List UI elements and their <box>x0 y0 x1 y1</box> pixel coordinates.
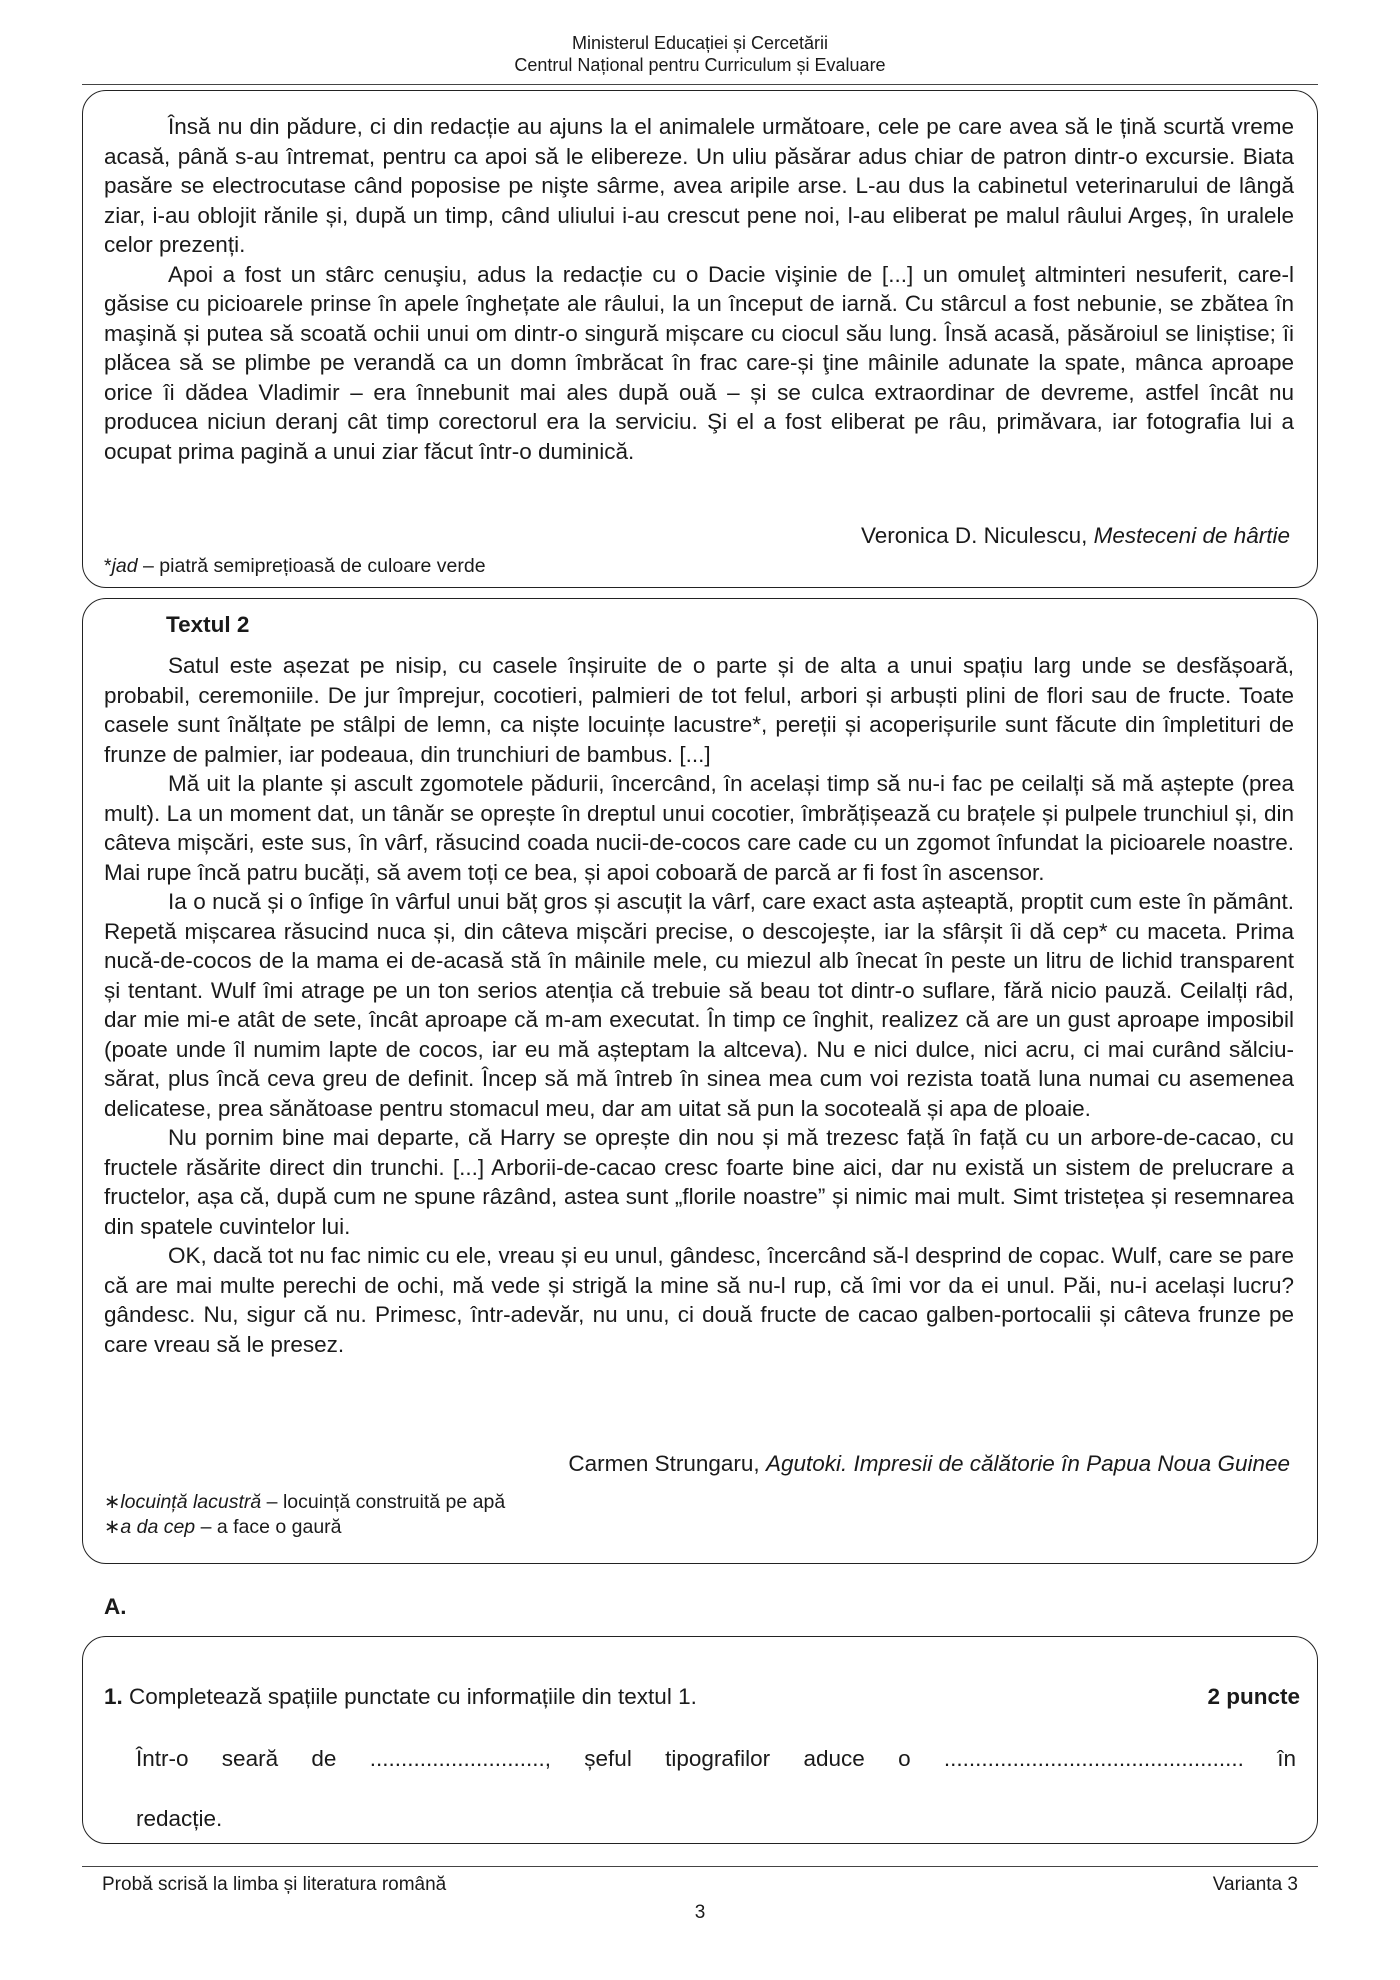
text1-footnote <box>104 554 486 579</box>
question-frame <box>82 1636 1318 1844</box>
question-number: 1. <box>104 1684 123 1709</box>
question-1 <box>104 1682 1300 1712</box>
text2-paragraph: Mă uit la plante și ascult zgomotele pădurii, încercând, în același timp să nu-i fac pe ceilalți să mă aștepte (prea mult). La un moment dat, un tânăr se oprește în dreptul unui cocotier, îmbrățișează cu brațele și pulpele trunchiul și, din câteva mișcări, este sus, în vârf, răsucind coada nucii-de-cocos care cade cu un zgomot înfundat la picioarele noastre. Mai rupe încă patru bucăți, să avem toți ce bea, și apoi coboară de parcă ar fi fost în ascensor. <box>104 771 1294 885</box>
fill-in-line[interactable]: Într-o seară de ............................, șeful tipografilor aduce o ................................................ în <box>136 1746 1296 1771</box>
question-points: 2 puncte <box>1207 1684 1300 1709</box>
text1-book-title: Mesteceni de hârtie <box>1093 523 1290 548</box>
page-number: 3 <box>694 1902 706 1923</box>
text2-title: Textul 2 <box>166 612 250 637</box>
header-divider <box>82 84 1318 85</box>
footnote-term: jad <box>111 555 138 577</box>
text2-book-title: Agutoki. Impresii de călătorie în Papua Noua Guinee <box>765 1451 1290 1476</box>
text1-paragraph: Însă nu din pădure, ci din redacție au ajuns la el animalele următoare, cele pe care avea să le țină scurtă vreme acasă, până s-au întremat, pentru ca apoi să le elibereze. Un uliu păsărar adus chiar de patron dintr-o excursie. Biata pasăre se electrocutase când poposise pe nişte sârme, avea aripile arse. L-au dus la cabinetul veterinarului de lângă ziar, i-au oblojit rănile și, după un timp, când uliului i-au crescut pene noi, l-au eliberat pe malul râului Argeș, în uralele celor prezenți. <box>104 114 1294 257</box>
footnote-term: a da cep <box>120 1516 196 1538</box>
footnote-definition: – locuință construită pe apă <box>261 1491 506 1513</box>
text2-footnote-1 <box>104 1490 505 1515</box>
page-header <box>0 32 1400 76</box>
text2-body <box>104 651 1294 1359</box>
footnote-definition: – piatră semiprețioasă de culoare verde <box>137 555 486 577</box>
footer-divider <box>82 1866 1318 1867</box>
text2-author: Carmen Strungaru, <box>568 1451 766 1476</box>
text2-paragraph: Satul este așezat pe nisip, cu casele înșiruite de o parte și de alta a unui spațiu larg unde se desfășoară, probabil, ceremoniile. De jur împrejur, cocotieri, palmieri de tot felul, arbori și arbuști plini de flori sau de fructe. Toate casele sunt înălțate pe stâlpi de lemn, ca niște locuințe lacustre*, pereții și acoperișurile sunt făcute din împletituri de frunze de palmier, iar podeaua, din trunchiuri de bambus. [...] <box>104 653 1294 767</box>
text2-paragraph: Nu pornim bine mai departe, că Harry se oprește din nou și mă trezesc față în față cu un arbore-de-cacao, cu fructele răsărite direct din trunchi. [...] Arborii-de-cacao cresc foarte bine aici, dar nu există un sistem de prelucrare a fructelor, așa că, după cum ne spune râzând, astea sunt „florile noastre” și nimic mai mult. Simt tristețea și resemnarea din spatele cuvintelor lui. <box>104 1125 1294 1239</box>
text2-footnote-2 <box>104 1515 342 1540</box>
footnote-definition: – a face o gaură <box>195 1516 342 1538</box>
center-name: Centrul Național pentru Curriculum și Evaluare <box>514 55 886 75</box>
text2-paragraph: OK, dacă tot nu fac nimic cu ele, vreau și eu unul, gândesc, încercând să-l desprind de copac. Wulf, care se pare că are mai multe perechi de ochi, mă vede și strigă la mine să nu-l rup, că îmi vor da ei unul. Păi, nu-i același lucru? gândesc. Nu, sigur că nu. Primesc, într-adevăr, nu unu, ci două fructe de cacao galben-portocalii și câteva frunze pe care vreau să le presez. <box>104 1243 1294 1357</box>
exam-name: Probă scrisă la limba și literatura română <box>102 1874 447 1895</box>
ministry-name: Ministerul Educației și Cercetării <box>571 33 829 53</box>
text1-author: Veronica D. Niculescu, <box>861 523 1094 548</box>
fill-in-line-end: redacție. <box>136 1806 223 1831</box>
footnote-mark: ∗ <box>104 1491 121 1513</box>
text2-paragraph: Ia o nucă și o înfige în vârful unui băț gros și ascuțit la vârf, care exact asta așteaptă, proptit cum este în pământ. Repetă mișcarea răsucind nuca și, din câteva mișcări precise, o descojește, iar la sfârșit îi dă cep* cu maceta. Prima nucă-de-cocos de la mama ei de-acasă stă în mâinile mele, cu miezul alb înecat în peste un litru de lichid transparent și tentant. Wulf îmi atrage pe un ton serios atenția că trebuie să beau tot dintr-o suflare, fără nicio pauză. Ceilalți râd, dar mie mi-e atât de sete, încât aproape că m-am executat. În timp ce înghit, realizez că are un gust aproape imposibil (poate unde îl numim lapte de cocos, iar eu mă așteptam la altceva). Nu e nici dulce, nici acru, ci mai curând sălciu-sărat, plus încă ceva greu de definit. Încep să mă întreb în sinea mea cum voi rezista toată luna numai cu asemenea delicatese, prea sănătoase pentru stomacul meu, dar am uitat să pun la socoteală și apa de ploaie. <box>104 889 1294 1121</box>
footnote-mark: * <box>104 555 112 577</box>
section-a-label: A. <box>104 1594 127 1619</box>
footnote-term: locuință lacustră <box>120 1491 262 1513</box>
text1-body <box>104 112 1294 466</box>
text2-source <box>568 1449 1290 1479</box>
footnote-mark: ∗ <box>104 1516 121 1538</box>
variant-label: Varianta 3 <box>1212 1874 1298 1895</box>
question-text: Completează spațiile punctate cu informațiile din textul 1. <box>129 1684 697 1709</box>
text1-paragraph: Apoi a fost un stârc cenuşiu, adus la redacție cu o Dacie vişinie de [...] un omuleţ altminteri nesuferit, care-l găsise cu picioarele prinse în apele înghețate ale râului, la un început de iarnă. Cu stârcul a fost nebunie, se zbătea în maşină și putea să scoată ochii unui om dintr-o singură mișcare cu ciocul său lung. Însă acasă, păsăroiul se liniștise; îi plăcea să se plimbe pe verandă ca un domn îmbrăcat în frac care-și ţine mâinile adunate la spate, mânca aproape orice îi dădea Vladimir – era înnebunit mai ales după ouă – și se culca extraordinar de devreme, astfel încât nu producea niciun deranj cât timp corectorul era la serviciu. Şi el a fost eliberat pe râu, primăvara, iar fotografia lui a ocupat prima pagină a unui ziar făcut într-o duminică. <box>104 261 1294 464</box>
text1-source <box>861 521 1290 551</box>
